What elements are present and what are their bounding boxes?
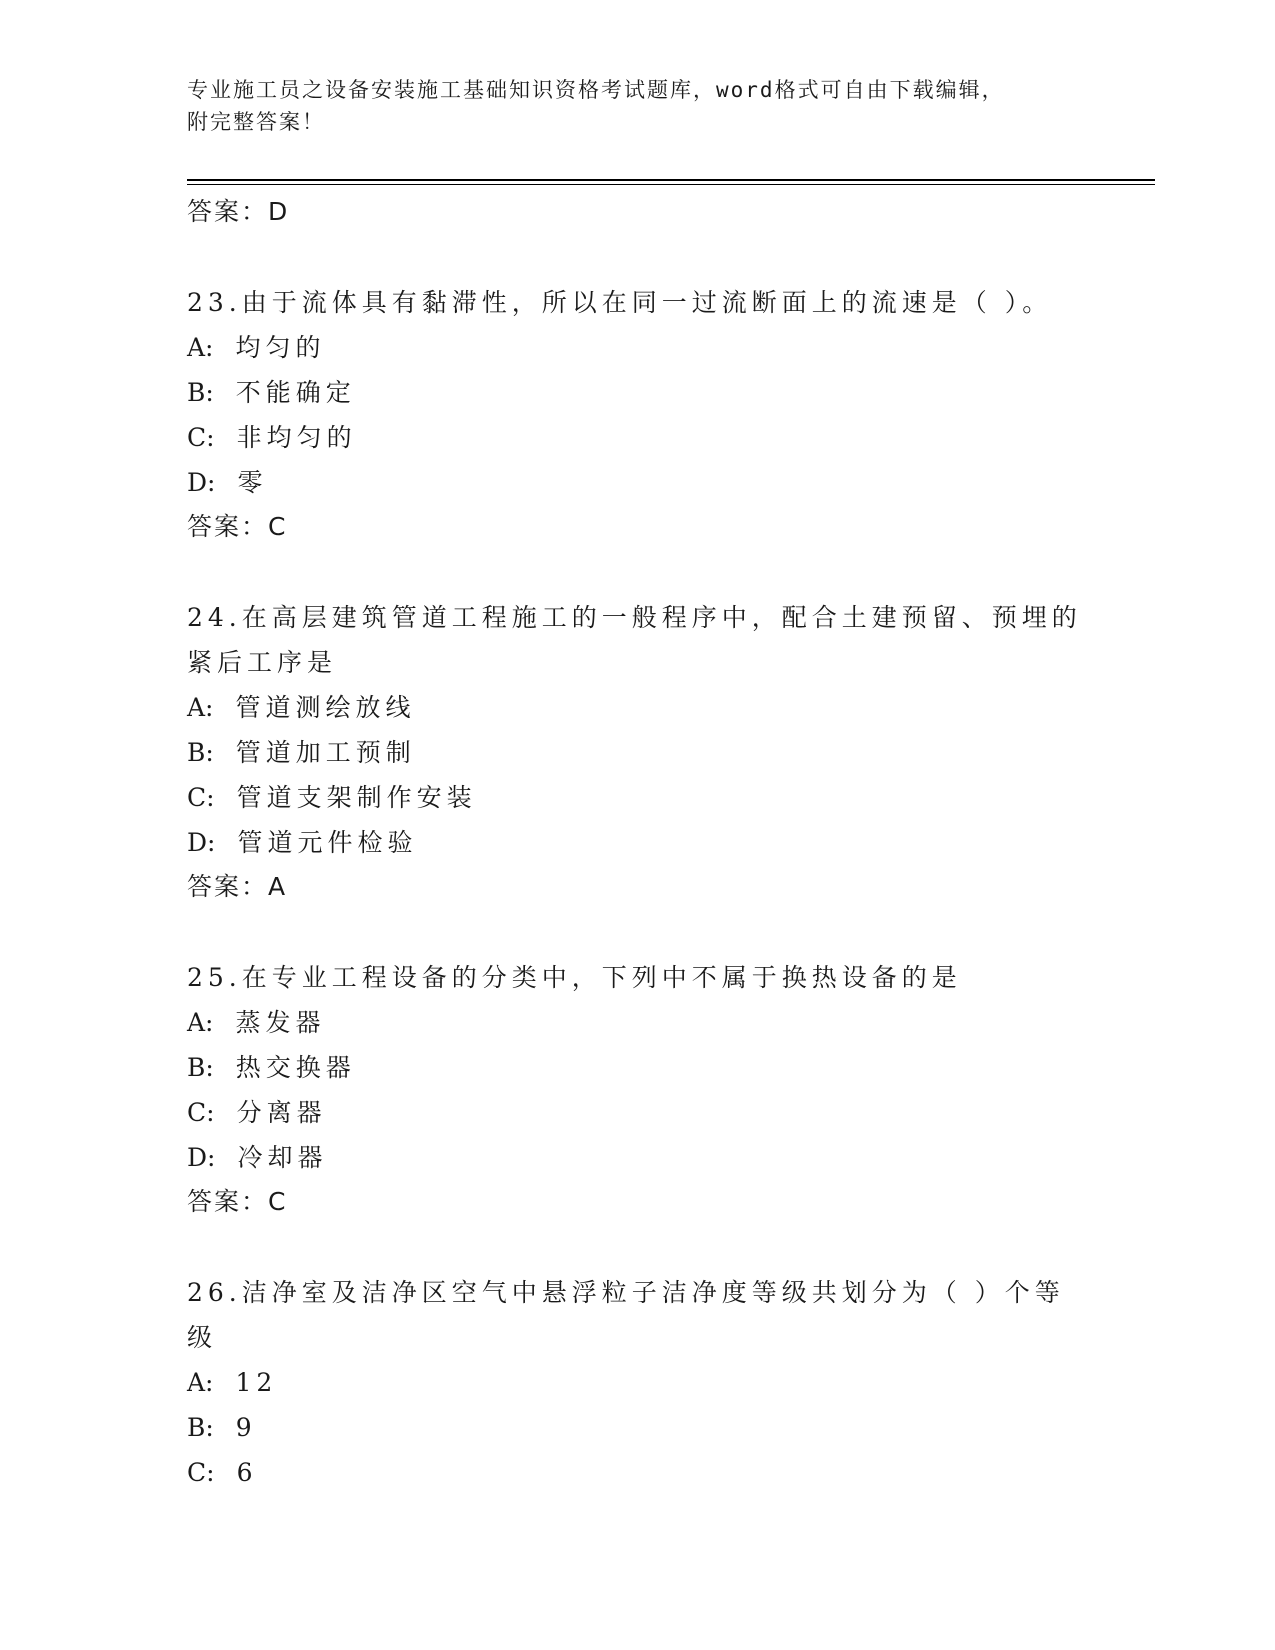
option-a: A: 蒸发器 <box>187 1008 326 1037</box>
answer: 答案：A <box>187 872 288 901</box>
option-c: C: 非均匀的 <box>187 423 357 452</box>
question-list <box>187 190 1087 1495</box>
question-text: 24.在高层建筑管道工程施工的一般程序中，配合土建预留、预埋的紧后工序是 <box>187 603 1082 677</box>
answer: 答案：C <box>187 1187 288 1216</box>
question-block-26 <box>187 1270 1087 1495</box>
header-line-1: 专业施工员之设备安装施工基础知识资格考试题库，word格式可自由下载编辑， <box>187 78 1005 102</box>
option-a: A: 12 <box>187 1368 278 1397</box>
option-b: B: 管道加工预制 <box>187 738 416 767</box>
question-block-23 <box>187 280 1087 549</box>
answer: 答案：C <box>187 512 288 541</box>
header-line-2: 附完整答案！ <box>187 110 325 134</box>
option-b: B: 9 <box>187 1413 257 1442</box>
option-d: D: 管道元件检验 <box>187 828 418 857</box>
option-c: C: 管道支架制作安装 <box>187 783 477 812</box>
answer-previous: 答案：D <box>187 197 290 226</box>
option-d: D: 零 <box>187 468 268 497</box>
question-block-25 <box>187 955 1087 1224</box>
question-text: 26.洁净室及洁净区空气中悬浮粒子洁净度等级共划分为（ ）个等级 <box>187 1278 1065 1352</box>
header-divider-thin <box>187 184 1155 185</box>
option-a: A: 管道测绘放线 <box>187 693 416 722</box>
option-b: B: 不能确定 <box>187 378 356 407</box>
option-c: C: 6 <box>187 1458 258 1487</box>
question-text: 23.由于流体具有黏滞性，所以在同一过流断面上的流速是（ ）。 <box>187 288 1053 317</box>
header-divider-thick <box>187 179 1155 181</box>
option-d: D: 冷却器 <box>187 1143 328 1172</box>
question-text: 25.在专业工程设备的分类中，下列中不属于换热设备的是 <box>187 963 962 992</box>
option-a: A: 均匀的 <box>187 333 326 362</box>
option-b: B: 热交换器 <box>187 1053 356 1082</box>
option-c: C: 分离器 <box>187 1098 327 1127</box>
document-header <box>187 74 1067 138</box>
question-block-24 <box>187 595 1087 909</box>
